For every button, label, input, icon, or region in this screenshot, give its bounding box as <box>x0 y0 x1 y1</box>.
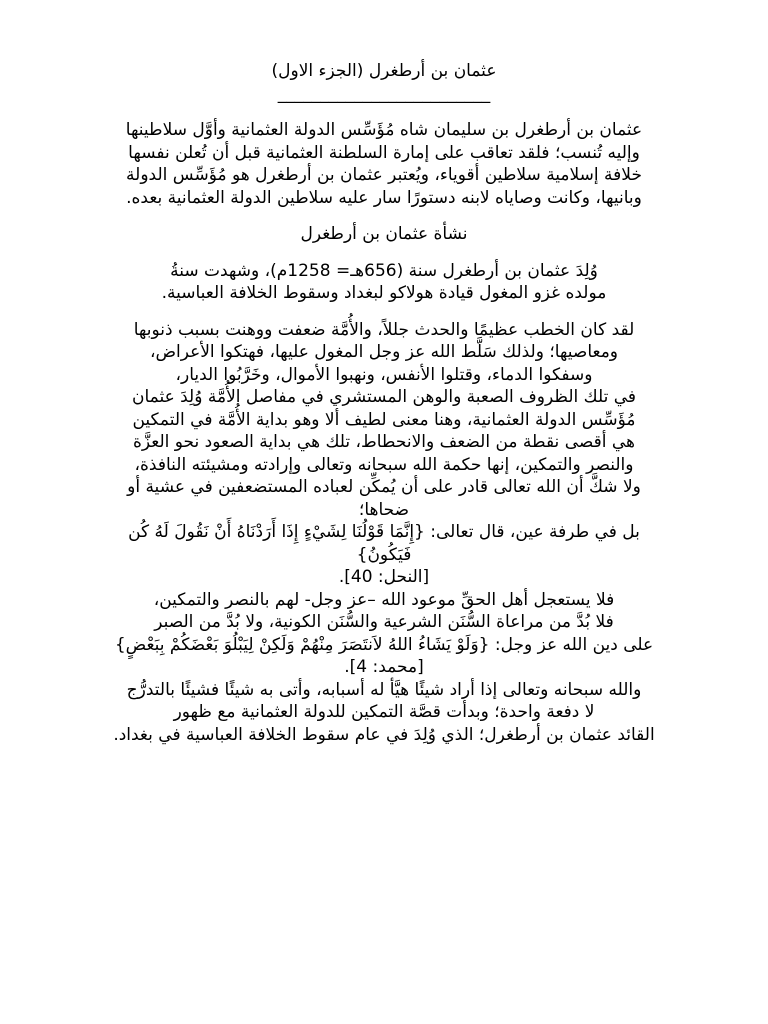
body-line: فلا يستعجل أهل الحقِّ موعود الله –عز وجل- لهم بالنصر والتمكين، <box>153 589 615 610</box>
intro-line: وبانيها، وكانت وصاياه لابنه دستورًا سار عليه سلاطين الدولة العثمانية بعده. <box>126 187 642 208</box>
birth-paragraph <box>50 260 718 305</box>
quran-verse-line: بل في طرفة عين، قال تعالى: {إِنَّمَا قَوْلُنَا لِشَيْءٍ إِذَا أَرَدْنَاهُ أَنْ نَقُولَ لَهُ كُن <box>128 522 640 542</box>
birth-line: مولده غزو المغول قيادة هولاكو لبغداد وسقوط الخلافة العباسية. <box>161 283 607 303</box>
body-line: فلا بُدَّ من مراعاة السُّنَن الشرعية والسُّنَن الكونية، ولا بُدَّ من الصبر <box>154 612 614 632</box>
document-title: عثمان بن أرطغرل (الجزء الاول) <box>271 61 497 81</box>
quran-verse-line: على دين الله عز وجل: {وَلَوْ يَشَاءُ اللهُ لاَنتَصَرَ مِنْهُمْ وَلَكِنْ لِيَبْلُوَ بَعْضَكُمْ بِبَعْضٍ} <box>114 634 654 655</box>
body-line: القائد عثمان بن أرطغرل؛ الذي وُلِدَ في عام سقوط الخلافة العباسية في بغداد. <box>113 724 655 745</box>
body-line: وسفكوا الدماء، وقتلوا الأنفس، ونهبوا الأموال، وخَرَّبُوا الديار، <box>175 364 593 385</box>
intro-line: عثمان بن أرطغرل بن سليمان شاه مُؤَسِّس الدولة العثمانية وأوَّل سلاطينها <box>125 120 643 140</box>
intro-paragraph <box>50 119 718 209</box>
body-line: في تلك الظروف الصعبة والوهن المستشري في مفاصل الأُمَّة وُلِدَ عثمان <box>131 387 637 407</box>
body-line: لقد كان الخطب عظيمًا والحدث جللاً، والأُمَّة ضعفت ووهنت بسبب ذنوبها <box>133 319 635 340</box>
quran-verse-line: فَيَكُونُ} <box>356 544 412 565</box>
body-line: هي أقصى نقطة من الضعف والانحطاط، تلك هي بداية الصعود نحو العزَّة <box>132 432 635 452</box>
body-line: مُؤَسِّس الدولة العثمانية، وهنا معنى لطيف ألا وهو بداية الأُمَّة في التمكين <box>132 409 636 430</box>
spacer <box>50 246 718 260</box>
spacer <box>50 209 718 223</box>
body-line: ضحاها؛ <box>358 499 410 520</box>
body-line: ومعاصيها؛ ولذلك سَلَّط الله عز وجل المغول عليها، فهتكوا الأعراض، <box>149 342 619 362</box>
birth-line: وُلِدَ عثمان بن أرطغرل سنة (656هـ= 1258م)، وشهدت سنةُ <box>170 260 598 281</box>
spacer <box>50 305 718 319</box>
verse-reference: [محمد: 4]. <box>344 657 424 677</box>
title-underline: _________________________ <box>277 83 491 104</box>
body-line: والنصر والتمكين، إنها حكمة الله سبحانه وتعالى وإرادته ومشيئته النافذة، <box>134 454 634 475</box>
verse-reference: [النحل: 40]. <box>338 567 430 587</box>
intro-line: خلافة إسلامية سلاطين أقوياء، ويُعتبر عثمان بن أرطغرل هو مُؤَسِّس الدولة <box>126 165 642 185</box>
intro-line: وإليه تُنسب؛ فلقد تعاقب على إمارة السلطنة العثمانية قبل أن تُعلن نفسها <box>128 142 640 163</box>
body-line: لا دفعة واحدة؛ وبدأت قصَّة التمكين للدولة العثمانية مع ظهور <box>173 702 595 722</box>
spacer <box>50 105 718 119</box>
section-heading: نشأة عثمان بن أرطغرل <box>300 224 468 244</box>
document-page <box>50 60 718 746</box>
body-line: والله سبحانه وتعالى إذا أراد شيئًا هيَّأ له أسبابه، وأتى به شيئًا فشيئًا بالتدرُّج <box>126 679 642 700</box>
body-line: ولا شكَّ أن الله تعالى قادر على أن يُمكِّن لعباده المستضعفين في عشية أو <box>127 477 641 497</box>
body-paragraph <box>50 319 718 747</box>
